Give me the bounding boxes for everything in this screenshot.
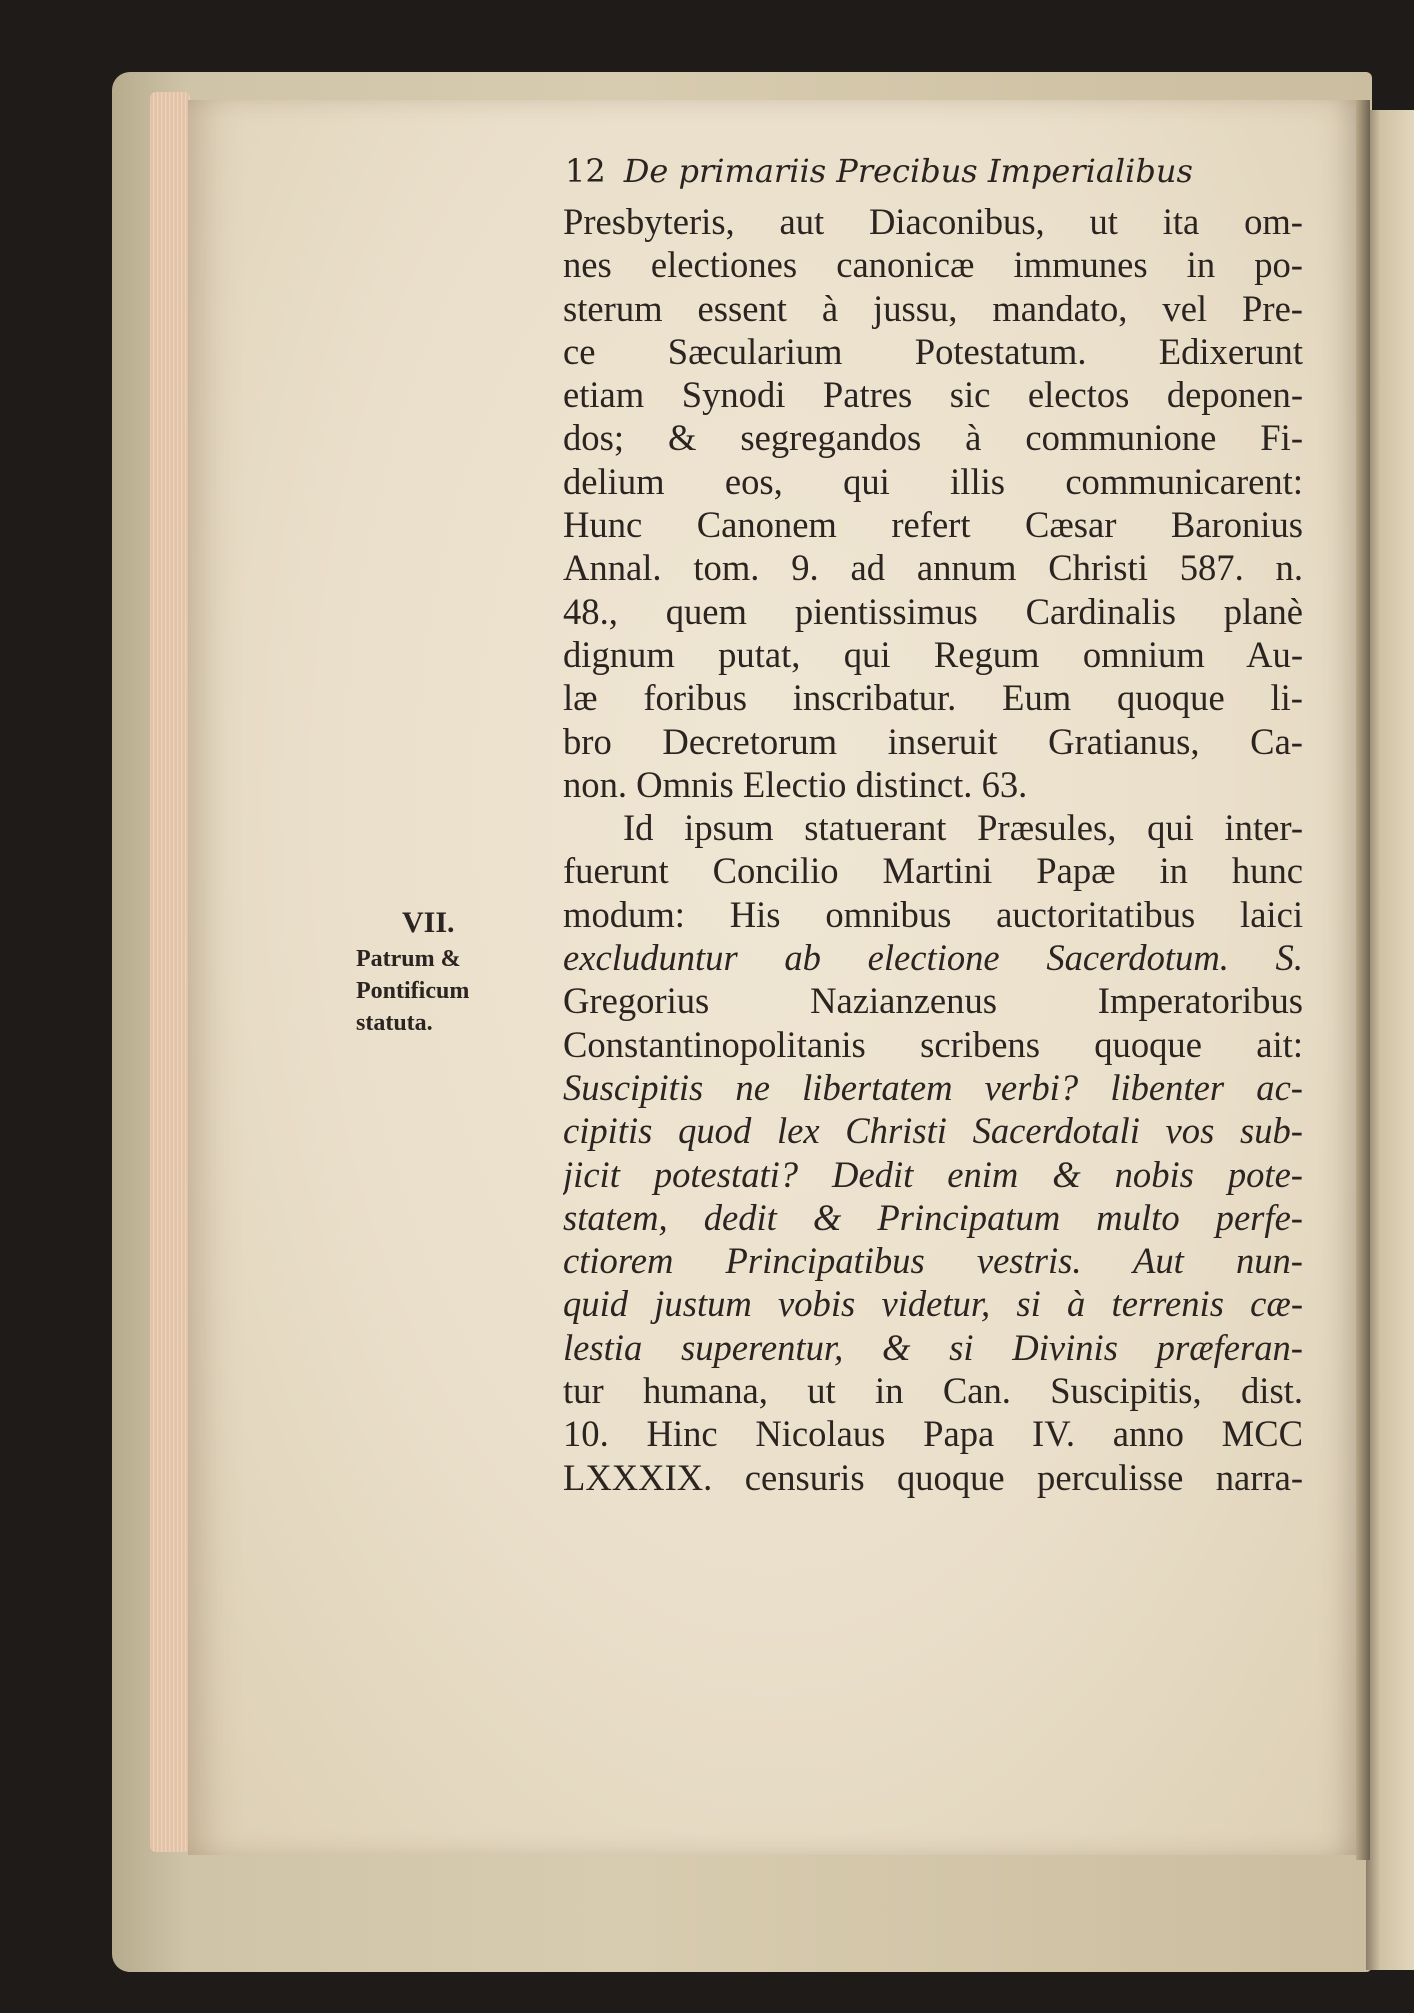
text-line: Presbyteris, aut Diaconibus, ut ita om- [563,201,1303,242]
text-line: excluduntur ab electione Sacerdotum. S. [563,937,1303,979]
text-line: statem, dedit & Principatum multo perfe- [563,1196,1303,1238]
text-line: Gregorius Nazianzenus Imperatoribus [563,980,1303,1022]
text-line: cipitis quod lex Christi Sacerdotali vos sub- [563,1110,1303,1152]
text-line: lestia superentur, & si Divinis præferan- [563,1326,1303,1368]
text-line: bro Decretorum inseruit Gratianus, Ca- [563,720,1303,762]
text-line: læ foribus inscribatur. Eum quoque li- [563,677,1303,719]
text-line: ce Sæcularium Potestatum. Edixerunt [563,330,1303,372]
text-line: ctiorem Principatibus vestris. Aut nun- [563,1240,1303,1282]
text-line: tur humana, ut in Can. Suscipitis, dist. [563,1370,1303,1412]
margin-note-line: Pontificum [356,978,470,1004]
margin-note [356,903,536,1039]
book-gutter [1356,100,1370,1860]
running-header [565,152,1193,190]
text-line: Annal. tom. 9. ad annum Christi 587. n. [563,547,1303,589]
text-line: Constantinopolitanis scribens quoque ait: [563,1023,1303,1065]
margin-section-number: VII. [402,906,455,939]
body-text [563,200,1303,1499]
text-line: Hunc Canonem refert Cæsar Baronius [563,504,1303,546]
text-line: LXXXIX. censuris quoque perculisse narra- [563,1456,1303,1498]
text-line: Id ipsum statuerant Præsules, qui inter- [623,807,1303,849]
text-line: Suscipitis ne libertatem verbi? libenter ac- [563,1066,1303,1108]
text-line: modum: His omnibus auctoritatibus laici [563,893,1303,935]
page-stack-edge [150,92,190,1852]
running-title: De primariis Precibus Imperialibus [623,152,1193,190]
text-line: non. Omnis Electio distinct. 63. [563,763,1028,805]
text-line: nes electiones canonicæ immunes in po- [563,244,1303,286]
text-line: etiam Synodi Patres sic electos deponen- [563,374,1303,416]
text-line: dignum putat, qui Regum omnium Au- [563,633,1303,675]
text-line: delium eos, qui illis communicarent: [563,460,1303,502]
text-line: fuerunt Concilio Martini Papæ in hunc [563,850,1303,892]
text-line: 10. Hinc Nicolaus Papa IV. anno MCC [563,1413,1303,1455]
facing-page-edge [1366,110,1414,1970]
margin-note-line: statuta. [356,1010,433,1036]
text-line: jicit potestati? Dedit enim & nobis pote- [563,1153,1303,1195]
page-number: 12 [565,152,606,190]
text-line: quid justum vobis videtur, si à terrenis cæ- [563,1283,1303,1325]
text-line: 48., quem pientissimus Cardinalis planè [563,590,1303,632]
text-line: dos; & segregandos à communione Fi- [563,417,1303,459]
margin-note-line: Patrum & [356,946,461,972]
text-line: sterum essent à jussu, mandato, vel Pre- [563,287,1303,329]
show-through-ghost [260,700,268,736]
